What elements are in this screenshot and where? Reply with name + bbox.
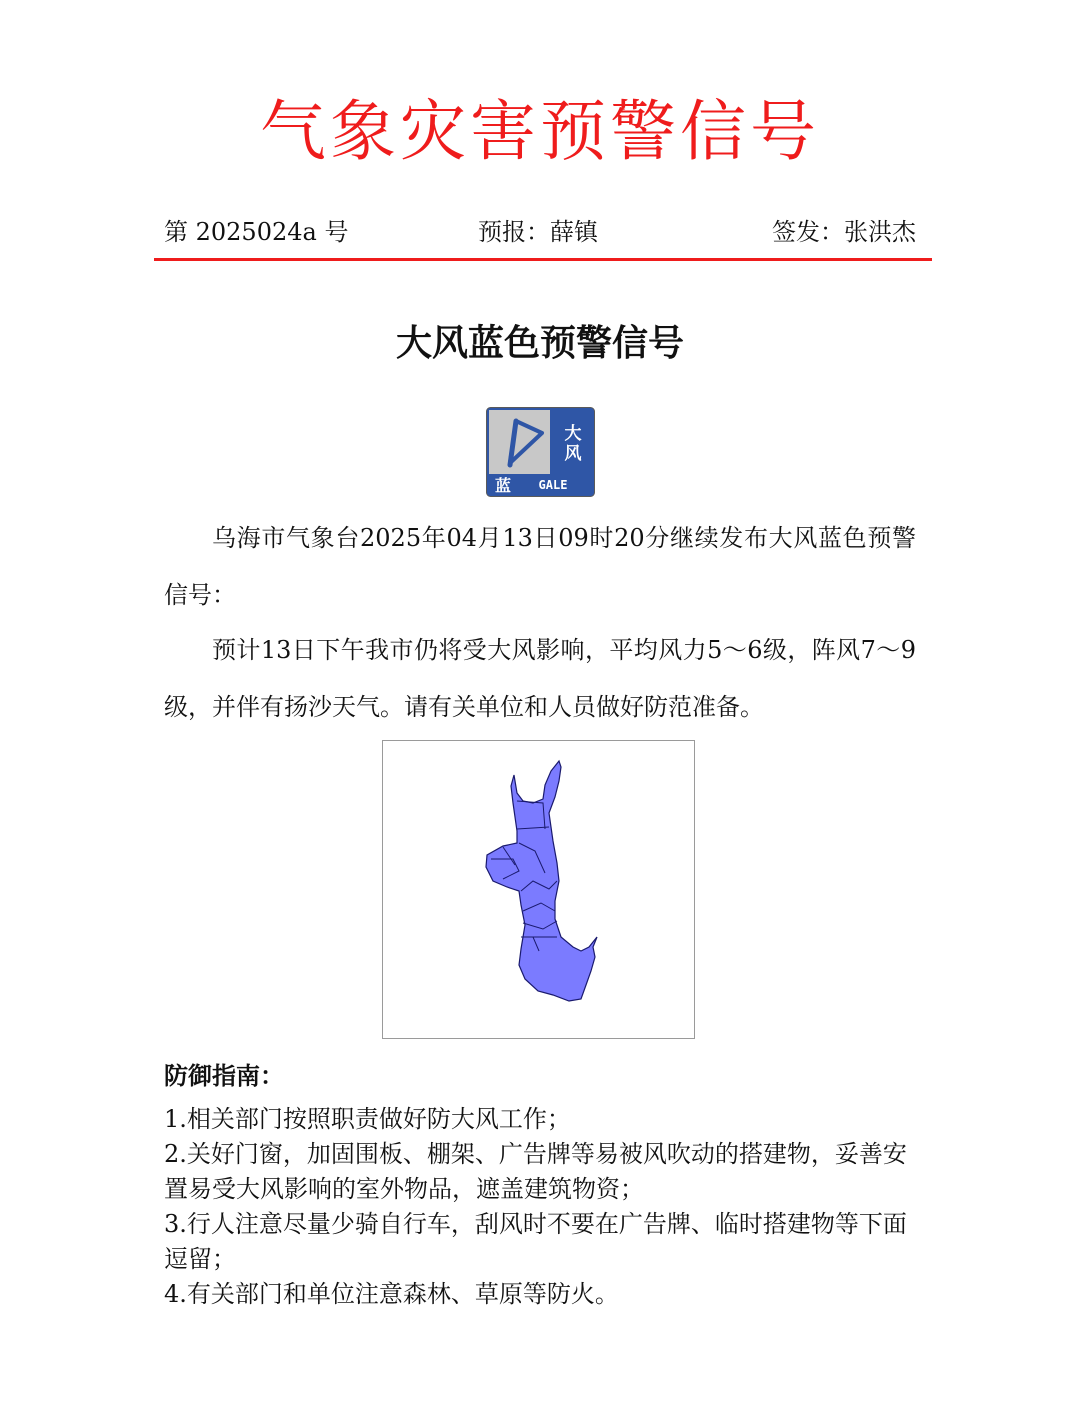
signal-title: 大风蓝色预警信号 [395,322,684,364]
gale-blue-warning-icon [486,407,595,497]
forecast-paragraph: 预计13日下午我市仍将受大风影响，平均风力5～6级，阵风7～9级，并伴有扬沙天气。请有关单位和人员做好防范准备。 [164,636,916,721]
guidance-heading: 防御指南： [164,1061,284,1090]
warning-region-shape [486,761,597,1001]
guidance-item: 3.行人注意尽量少骑自行车，刮风时不要在广告牌、临时搭建物等下面逗留； [164,1210,907,1273]
header-divider [154,258,932,261]
guidance-item: 4.有关部门和单位注意森林、草原等防火。 [164,1280,619,1308]
icon-text-top: 大 [564,424,582,444]
announcement-paragraph: 乌海市气象台2025年04月13日09时20分继续发布大风蓝色预警信号： [164,524,916,609]
guidance-item: 2.关好门窗，加固围板、棚架、广告牌等易被风吹动的搭建物，妥善安置易受大风影响的室外物品，遮盖建筑物资； [164,1140,907,1203]
issue-number: 第 2025024a 号 [164,218,349,246]
icon-text-en: GALE [538,478,568,492]
document-meta [164,214,916,250]
warning-area-map [382,740,695,1039]
document-title: 气象灾害预警信号 [260,93,820,170]
guidance-item: 1.相关部门按照职责做好防大风工作； [164,1105,571,1133]
signed-by: 签发：张洪杰 [772,218,916,246]
icon-text-mid: 风 [564,444,582,464]
icon-color-label: 蓝 [494,476,512,495]
forecaster: 预报：薛镇 [478,218,598,246]
guidance-list [164,1102,916,1312]
